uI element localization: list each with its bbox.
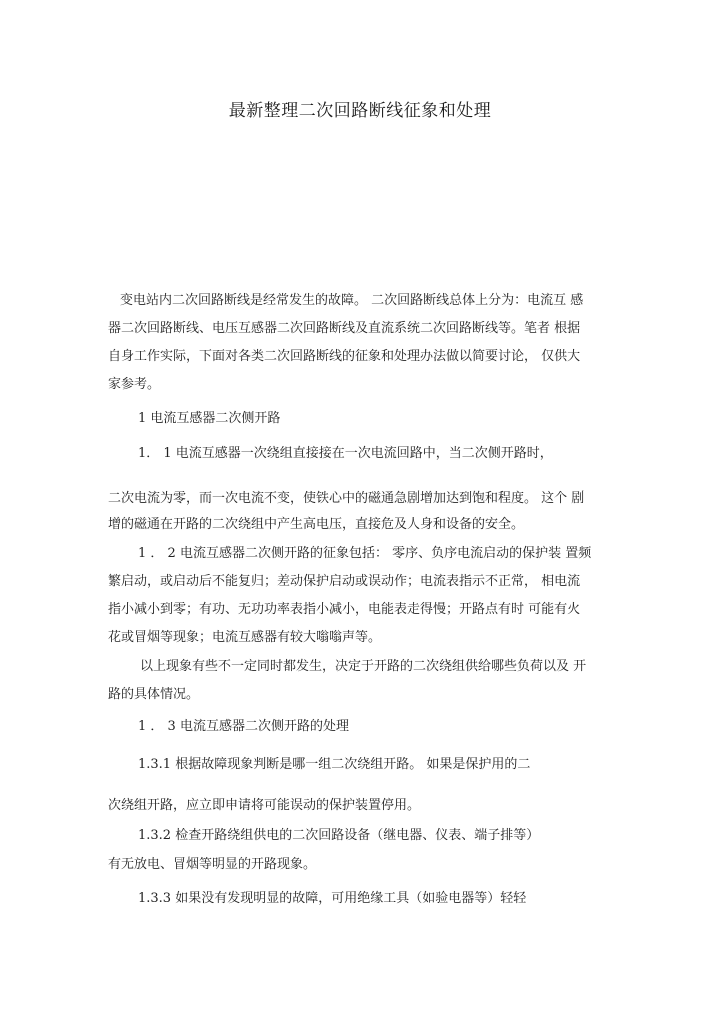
paragraph-line: 家参考。 xyxy=(108,377,161,392)
section-heading: 1 电流互感器二次侧开路 xyxy=(138,411,281,426)
paragraph-line: 花或冒烟等现象；电流互感器有较大嗡嗡声等。 xyxy=(108,630,382,645)
paragraph-line: 1.3.2 检查开路绕组供电的二次回路设备（继电器、仪表、端子排等） xyxy=(138,828,540,843)
section-heading: 1 ． 3 电流互感器二次侧开路的处理 xyxy=(138,719,349,734)
document-title: 最新整理二次回路断线征象和处理 xyxy=(228,101,492,121)
paragraph-line: 1． 1 电流互感器一次绕组直接接在一次电流回路中，当二次侧开路时， xyxy=(138,446,553,461)
paragraph-line: 次绕组开路，应立即申请将可能误动的保护装置停用。 xyxy=(108,798,421,813)
paragraph-line: 器二次回路断线、电压互感器二次回路断线及直流系统二次回路断线等。笔者 根据 xyxy=(108,321,581,336)
paragraph-line: 指小减小到零；有功、无功功率表指小减小，电能表走得慢；开路点有时 可能有火 xyxy=(108,602,581,617)
paragraph-line: 自身工作实际，下面对各类二次回路断线的征象和处理办法做以简要讨论， 仅供大 xyxy=(108,349,581,364)
paragraph-line: 以上现象有些不一定同时都发生，决定于开路的二次绕组供给哪些负荷以及 开 xyxy=(140,659,587,674)
paragraph-line: 变电站内二次回路断线是经常发生的故障。 二次回路断线总体上分为：电流互 感 xyxy=(120,293,584,308)
paragraph-line: 1.3.3 如果没有发现明显的故障，可用绝缘工具（如验电器等）轻轻 xyxy=(138,891,527,906)
paragraph-line: 1.3.1 根据故障现象判断是哪一组二次绕组开路。 如果是保护用的二 xyxy=(138,757,531,772)
paragraph-line: 繁启动，或启动后不能复归；差动保护启动或误动作；电流表指示不正常， 相电流 xyxy=(108,574,581,589)
paragraph-line: 二次电流为零，而一次电流不变，使铁心中的磁通急剧增加达到饱和程度。 这个 剧 xyxy=(108,491,585,506)
paragraph-line: 路的具体情况。 xyxy=(108,687,200,702)
paragraph-line: 增的磁通在开路的二次绕组中产生高电压，直接危及人身和设备的安全。 xyxy=(108,517,525,532)
paragraph-line: 有无放电、冒烟等明显的开路现象。 xyxy=(108,857,317,872)
paragraph-line: 1 ． 2 电流互感器二次侧开路的征象包括： 零序、负序电流启动的保护装 置频 xyxy=(138,546,592,561)
